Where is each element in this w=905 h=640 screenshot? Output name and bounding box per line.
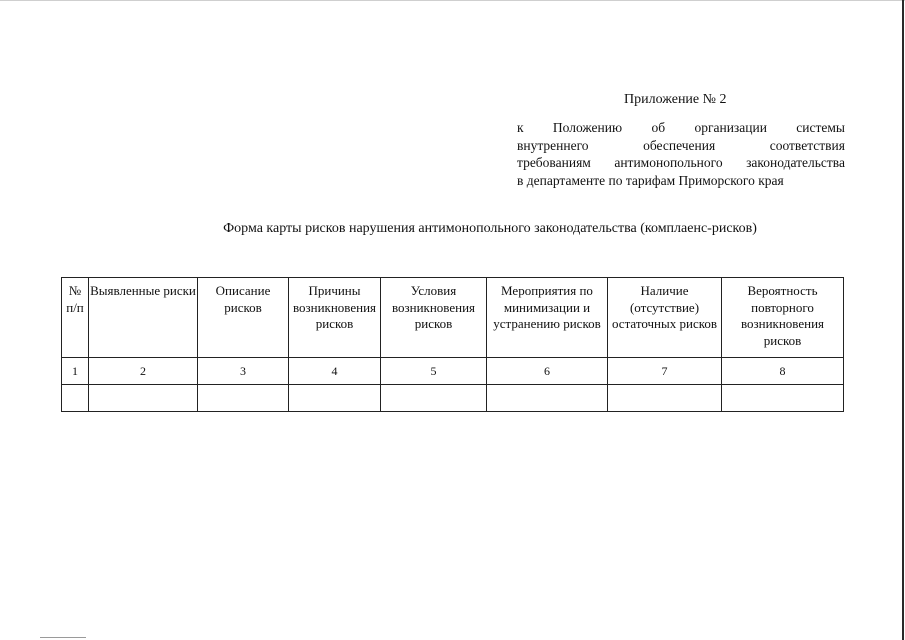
header-cell-risk-causes: Причины возникновения рисков bbox=[289, 278, 381, 358]
column-number-cell: 6 bbox=[487, 358, 608, 385]
risk-map-table bbox=[61, 277, 844, 412]
header-cell-risk-conditions: Условия возникновения рисков bbox=[381, 278, 487, 358]
empty-cell bbox=[289, 385, 381, 412]
table-header-row bbox=[62, 278, 844, 358]
header-cell-identified-risks: Выявленные риски bbox=[89, 278, 198, 358]
appendix-reference bbox=[517, 119, 845, 189]
empty-data-row bbox=[62, 385, 844, 412]
page-top-edge bbox=[0, 0, 905, 1]
column-number-cell: 3 bbox=[198, 358, 289, 385]
empty-cell bbox=[198, 385, 289, 412]
empty-cell bbox=[608, 385, 722, 412]
header-cell-number: № п/п bbox=[62, 278, 89, 358]
empty-cell bbox=[487, 385, 608, 412]
empty-cell bbox=[89, 385, 198, 412]
header-cell-mitigation-measures: Мероприятия по минимизации и устранению рисков bbox=[487, 278, 608, 358]
column-number-cell: 8 bbox=[722, 358, 844, 385]
column-number-cell: 5 bbox=[381, 358, 487, 385]
appendix-reference-line: к Положению об организации системы bbox=[517, 120, 845, 135]
column-number-cell: 4 bbox=[289, 358, 381, 385]
scan-artifact-line bbox=[40, 637, 86, 638]
form-title: Форма карты рисков нарушения антимонопольного законодательства (комплаенс-рисков) bbox=[223, 221, 757, 236]
column-number-cell: 7 bbox=[608, 358, 722, 385]
empty-cell bbox=[722, 385, 844, 412]
header-cell-risk-description: Описание рисков bbox=[198, 278, 289, 358]
column-number-row bbox=[62, 358, 844, 385]
appendix-reference-line: в департаменте по тарифам Приморского края bbox=[517, 172, 784, 188]
header-cell-recurrence-probability: Вероятность повторного возникновения рисков bbox=[722, 278, 844, 358]
appendix-reference-line: требованиям антимонопольного законодательства bbox=[517, 155, 845, 170]
empty-cell bbox=[62, 385, 89, 412]
empty-cell bbox=[381, 385, 487, 412]
column-number-cell: 1 bbox=[62, 358, 89, 385]
appendix-title: Приложение № 2 bbox=[624, 92, 727, 107]
column-number-cell: 2 bbox=[89, 358, 198, 385]
appendix-reference-line: внутреннего обеспечения соответствия bbox=[517, 137, 845, 153]
page-right-edge bbox=[902, 0, 904, 640]
header-cell-residual-risks: Наличие (отсутствие) остаточных рисков bbox=[608, 278, 722, 358]
